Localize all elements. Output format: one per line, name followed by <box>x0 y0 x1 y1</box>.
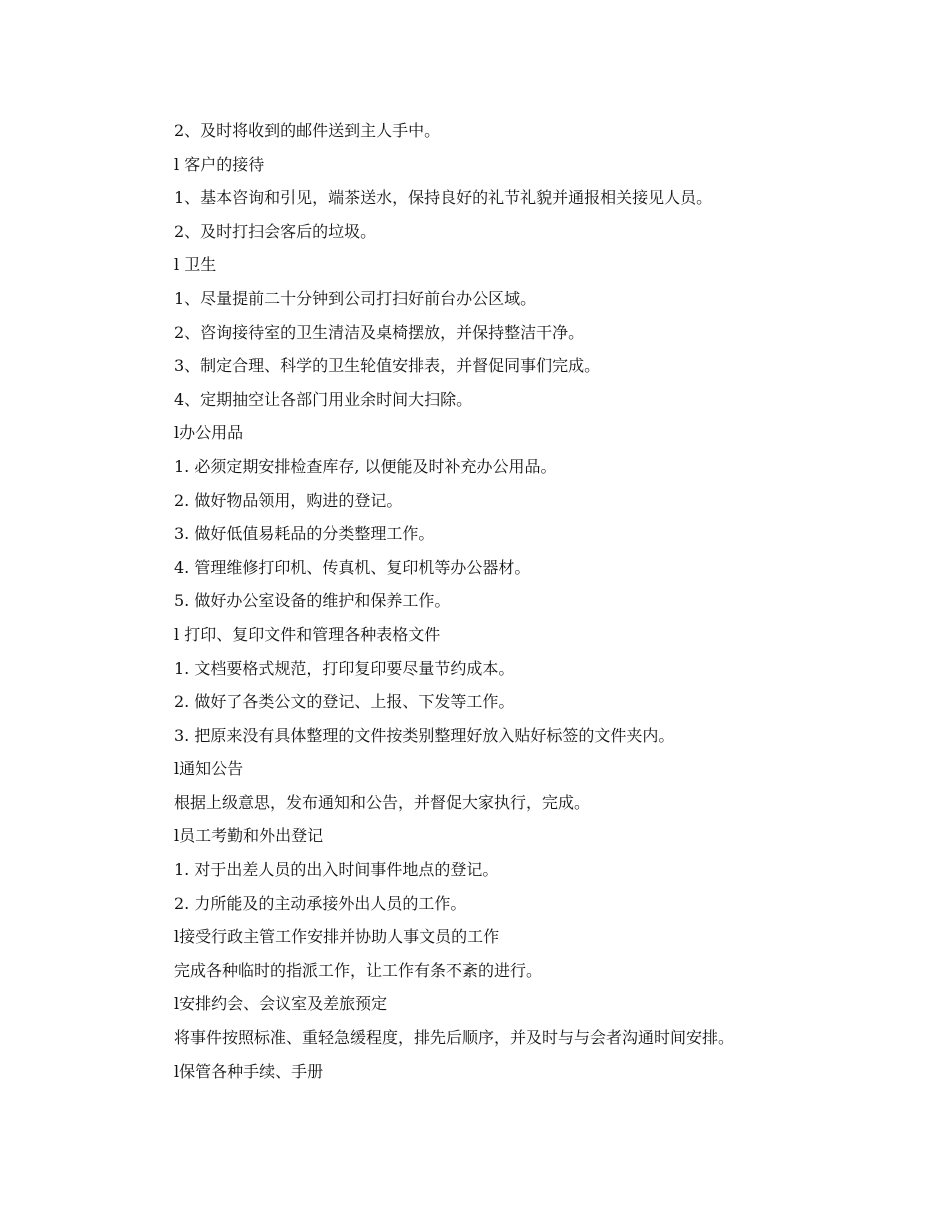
document-line: l安排约会、会议室及差旅预定 <box>174 994 388 1014</box>
document-line: 1. 文档要格式规范，打印复印要尽量节约成本。 <box>174 658 515 678</box>
document-line: l保管各种手续、手册 <box>174 1061 324 1081</box>
document-line: 1、尽量提前二十分钟到公司打扫好前台办公区域。 <box>174 288 537 308</box>
document-body <box>174 114 874 1088</box>
document-line: 4、定期抽空让各部门用业余时间大扫除。 <box>174 389 473 409</box>
document-line: 3、制定合理、科学的卫生轮值安排表，并督促同事们完成。 <box>174 356 601 376</box>
document-line: 1. 对于出差人员的出入时间事件地点的登记。 <box>174 860 499 880</box>
document-line: l 打印、复印文件和管理各种表格文件 <box>174 624 441 644</box>
document-line: l办公用品 <box>174 423 244 443</box>
document-line: 1. 必须定期安排检查库存, 以便能及时补充办公用品。 <box>174 456 557 476</box>
document-line: 3. 把原来没有具体整理的文件按类别整理好放入贴好标签的文件夹内。 <box>174 725 675 745</box>
document-line: 1、基本咨询和引见，端茶送水，保持良好的礼节礼貌并通报相关接见人员。 <box>174 188 713 208</box>
document-line: l 客户的接待 <box>174 154 265 174</box>
document-line: l员工考勤和外出登记 <box>174 826 324 846</box>
document-line: 2、及时将收到的邮件送到主人手中。 <box>174 121 441 140</box>
document-line: l通知公告 <box>174 759 244 779</box>
document-line: 2. 做好物品领用，购进的登记。 <box>174 490 403 510</box>
document-line: 4. 管理维修打印机、传真机、复印机等办公器材。 <box>174 557 531 577</box>
document-line: 2. 做好了各类公文的登记、上报、下发等工作。 <box>174 692 515 712</box>
document-line: l 卫生 <box>174 255 217 275</box>
document-line: l接受行政主管工作安排并协助人事文员的工作 <box>174 927 500 947</box>
document-line: 将事件按照标准、重轻急缓程度，排先后顺序，并及时与与会者沟通时间安排。 <box>174 1028 735 1048</box>
document-line: 2、咨询接待室的卫生清洁及桌椅摆放，并保持整洁干净。 <box>174 322 585 342</box>
document-line: 3. 做好低值易耗品的分类整理工作。 <box>174 524 435 544</box>
document-line: 2、及时打扫会客后的垃圾。 <box>174 221 377 241</box>
document-line: 5. 做好办公室设备的维护和保养工作。 <box>174 591 451 611</box>
document-line: 2. 力所能及的主动承接外出人员的工作。 <box>174 893 467 913</box>
document-line: 根据上级意思，发布通知和公告，并督促大家执行，完成。 <box>174 792 591 812</box>
document-line: 完成各种临时的指派工作，让工作有条不紊的进行。 <box>174 960 543 980</box>
